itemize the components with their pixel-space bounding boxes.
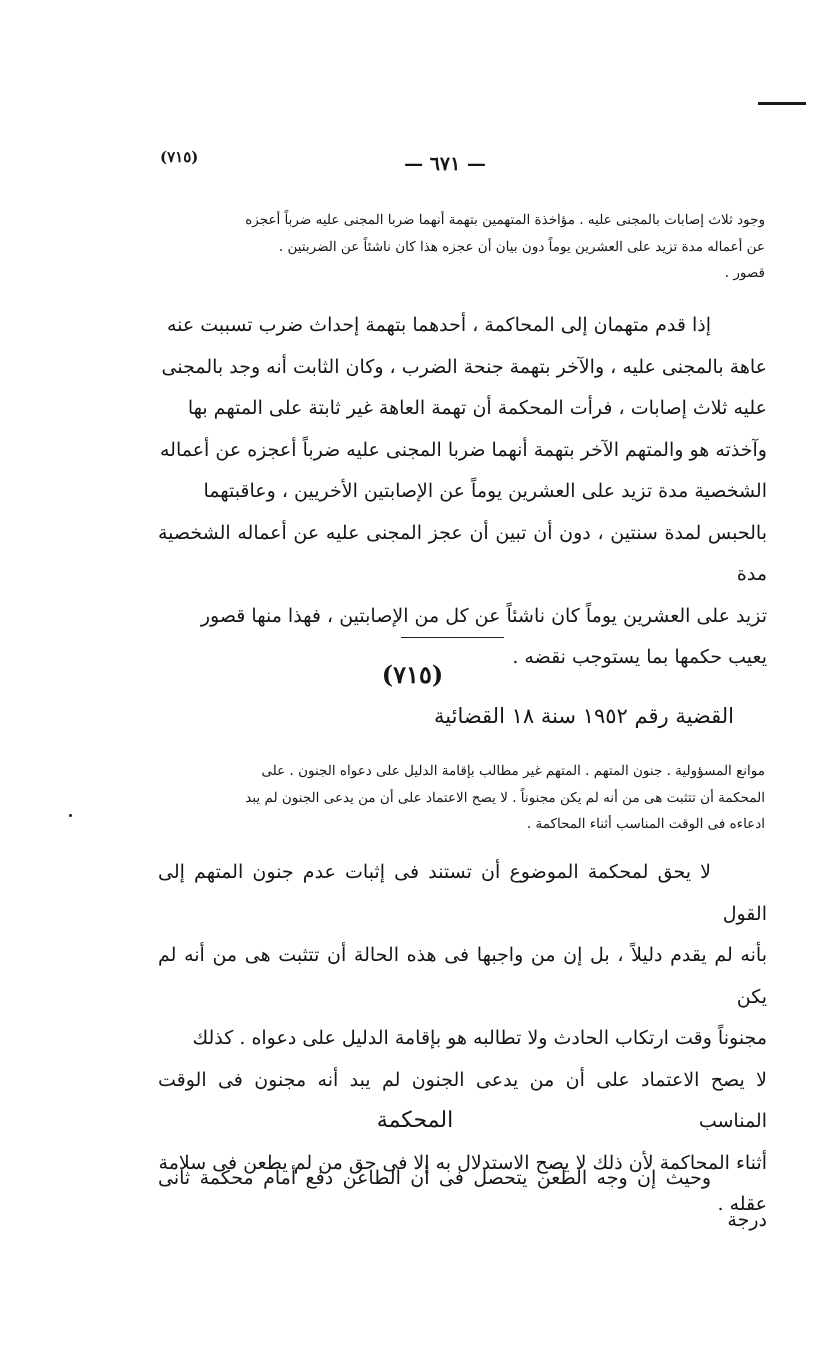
summary-line: قصور . [724, 265, 765, 281]
page-edge-rule [758, 102, 806, 105]
body-line: الشخصية مدة تزيد على العشرين يوماً عن الإصابتين الأخريين ، وعاقبتهما [203, 480, 767, 502]
body-line: بأنه لم يقدم دليلاً ، بل إن من واجبها فى هذه الحالة أن تتثبت هى من أنه لم يكن [158, 944, 767, 1008]
body-line: بالحبس لمدة سنتين ، دون أن تبين أن عجز المجنى عليه عن أعماله الشخصية مدة [158, 521, 767, 585]
prev-case-body [158, 305, 767, 679]
summary-line: ادعاءه فى الوقت المناسب أثناء المحاكمة . [526, 816, 765, 832]
body-line: عاهة بالمجنى عليه ، والآخر بتهمة جنحة الضرب ، وكان الثابت أنه وجد بالمجنى [161, 355, 767, 378]
body-line: لا يصح الاعتماد على أن من يدعى الجنون لم يبد أنه مجنون فى الوقت المناسب [158, 1068, 767, 1132]
page-number: — ٦٧١ — [404, 153, 486, 175]
section-separator [401, 637, 504, 638]
prev-case-summary [160, 207, 765, 287]
summary-line: عن أعماله مدة تزيد على العشرين يوماً دون بيان أن عجزه هذا كان ناشئاً عن الضربتين . [278, 238, 765, 255]
body-line: عليه ثلاث إصابات ، فرأت المحكمة أن تهمة العاهة غير ثابتة على المتهم بها [187, 397, 767, 419]
case-summary [160, 758, 765, 838]
body-line: مجنوناً وقت ارتكاب الحادث ولا تطالبه هو بإقامة الدليل على دعواه . كذلك [192, 1027, 767, 1049]
summary-line: المحكمة أن تتثبت هى من أنه لم يكن مجنوناً . لا يصح الاعتماد على أن من يدعى الجنون لم يبد [245, 789, 765, 806]
case-reference: القضية رقم ١٩٥٢ سنة ١٨ القضائية [434, 704, 734, 728]
body-line: وآخذته هو والمتهم الآخر بتهمة أنهما ضربا المجنى عليه ضرباً أعجزه عن أعماله [159, 438, 767, 461]
body-line: أثناء المحاكمة لأن ذلك لا يصح الاستدلال به إلا فى حق من لم يطعن فى سلامة [158, 1151, 767, 1174]
section-title: المحكمة [376, 1108, 454, 1133]
body-line: يعيب حكمها بما يستوجب نقضه . [512, 646, 767, 668]
body-line: وحيث إن وجه الطعن يتحصل فى أن الطاعن دفع أمام محكمة ثانى درجة [158, 1167, 767, 1231]
case-number-heading: (٧١٥) [381, 660, 444, 689]
summary-line: موانع المسؤولية . جنون المتهم . المتهم غير مطالب بإقامة الدليل على دعواه الجنون . على [261, 763, 765, 779]
margin-dot [69, 814, 72, 817]
body-line: إذا قدم متهمان إلى المحاكمة ، أحدهما بتهمة إحداث ضرب تسببت عنه [166, 314, 711, 336]
body-line: عقله . [717, 1193, 767, 1215]
judgment-body [158, 1158, 767, 1241]
body-line: لا يحق لمحكمة الموضوع أن تستند فى إثبات عدم جنون المتهم إلى القول [158, 861, 767, 925]
header-case-number: (٧١٥) [160, 148, 199, 166]
body-line: تزيد على العشرين يوماً كان ناشئاً عن كل من الإصابتين ، فهذا منها قصور [200, 604, 767, 627]
summary-line: وجود ثلاث إصابات بالمجنى عليه . مؤاخذة المتهمين بتهمة أنهما ضربا المجنى عليه ضرباً أعجزه [245, 212, 765, 228]
